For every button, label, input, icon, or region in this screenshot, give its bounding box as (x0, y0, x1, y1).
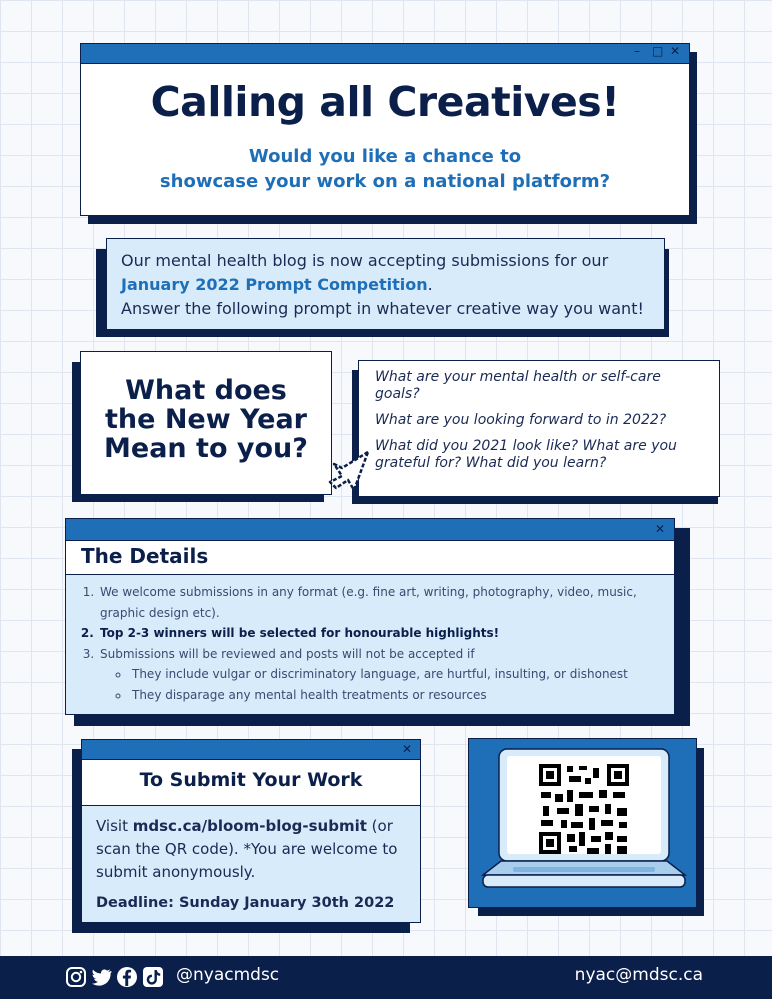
close-icon[interactable]: ✕ (655, 522, 666, 536)
facebook-icon[interactable] (116, 966, 138, 988)
details-item: 1. We welcome submissions in any format (e.g. fine art, writing, photography, video, music, graphic design etc). (98, 582, 674, 623)
details-subitem: ◦ They include vulgar or discriminatory language, are hurtful, insulting, or dishonest (130, 664, 674, 685)
submit-link[interactable]: mdsc.ca/bloom-blog-submit (132, 817, 367, 835)
submit-rest-text: (or scan the QR code). *You are welcome to submit anonymously. (96, 817, 398, 881)
question-heading (81, 376, 331, 463)
details-sublist (100, 664, 674, 705)
intro-line-2 (121, 273, 650, 297)
details-titlebar (66, 519, 674, 541)
submit-deadline: Deadline: Sunday January 30th 2022 (96, 895, 395, 911)
submit-titlebar (82, 740, 420, 760)
page-title: Calling all Creatives! (150, 78, 620, 126)
prompt-item: What did you 2021 look like? What are you grateful for? What did you learn? (375, 438, 677, 471)
qr-code (539, 764, 629, 854)
details-list (88, 582, 674, 705)
close-icon[interactable]: ✕ (402, 742, 413, 756)
submit-window (81, 739, 421, 923)
laptop-icon (469, 739, 698, 909)
details-subitem: ◦ They disparage any mental health treatments or resources (130, 685, 674, 706)
details-window (65, 518, 675, 715)
details-item (98, 644, 674, 706)
details-header (66, 541, 674, 575)
footer-handle[interactable]: @nyacmdsc (176, 965, 280, 985)
submit-instructions (96, 815, 406, 884)
details-body (66, 575, 674, 705)
details-item-text: Submissions will be reviewed and posts will not be accepted if (100, 646, 475, 661)
header-window (80, 43, 690, 216)
prompts-box (358, 360, 720, 497)
tiktok-icon[interactable] (142, 966, 164, 988)
question-line-1: What does (125, 375, 287, 406)
question-box (80, 351, 332, 495)
footer-bar (0, 956, 772, 999)
intro-line-3: Answer the following prompt in whatever creative way you want! (121, 299, 644, 318)
submit-visit-text: Visit (96, 817, 133, 835)
submit-title: To Submit Your Work (139, 769, 363, 791)
intro-box (106, 238, 665, 330)
intro-line-1: Our mental health blog is now accepting submissions for our (121, 251, 609, 270)
page-subtitle (81, 144, 689, 194)
details-title: The Details (81, 544, 209, 568)
submit-header (82, 760, 420, 806)
twitter-icon[interactable] (91, 966, 113, 988)
footer-email[interactable]: nyac@mdsc.ca (574, 965, 703, 985)
prompt-item: What are you looking forward to in 2022? (375, 412, 667, 428)
question-line-3: Mean to you? (104, 433, 308, 464)
laptop-panel (468, 738, 697, 908)
instagram-icon[interactable] (65, 966, 87, 988)
maximize-icon[interactable]: □ (652, 44, 664, 58)
submit-body (82, 806, 420, 924)
details-item: 2. Top 2-3 winners will be selected for honourable highlights! (98, 623, 674, 644)
pointer-cursor-icon (312, 448, 372, 494)
minimize-icon[interactable]: – (634, 44, 640, 58)
intro-period: . (427, 275, 433, 294)
close-icon[interactable]: ✕ (670, 44, 681, 58)
subtitle-line-2: showcase your work on a national platform? (159, 171, 611, 192)
header-titlebar (81, 44, 689, 64)
subtitle-line-1: Would you like a chance to (248, 146, 522, 167)
prompt-item: What are your mental health or self-care goals? (375, 369, 661, 402)
competition-name: January 2022 Prompt Competition (121, 275, 428, 294)
question-line-2: the New Year (104, 404, 307, 435)
